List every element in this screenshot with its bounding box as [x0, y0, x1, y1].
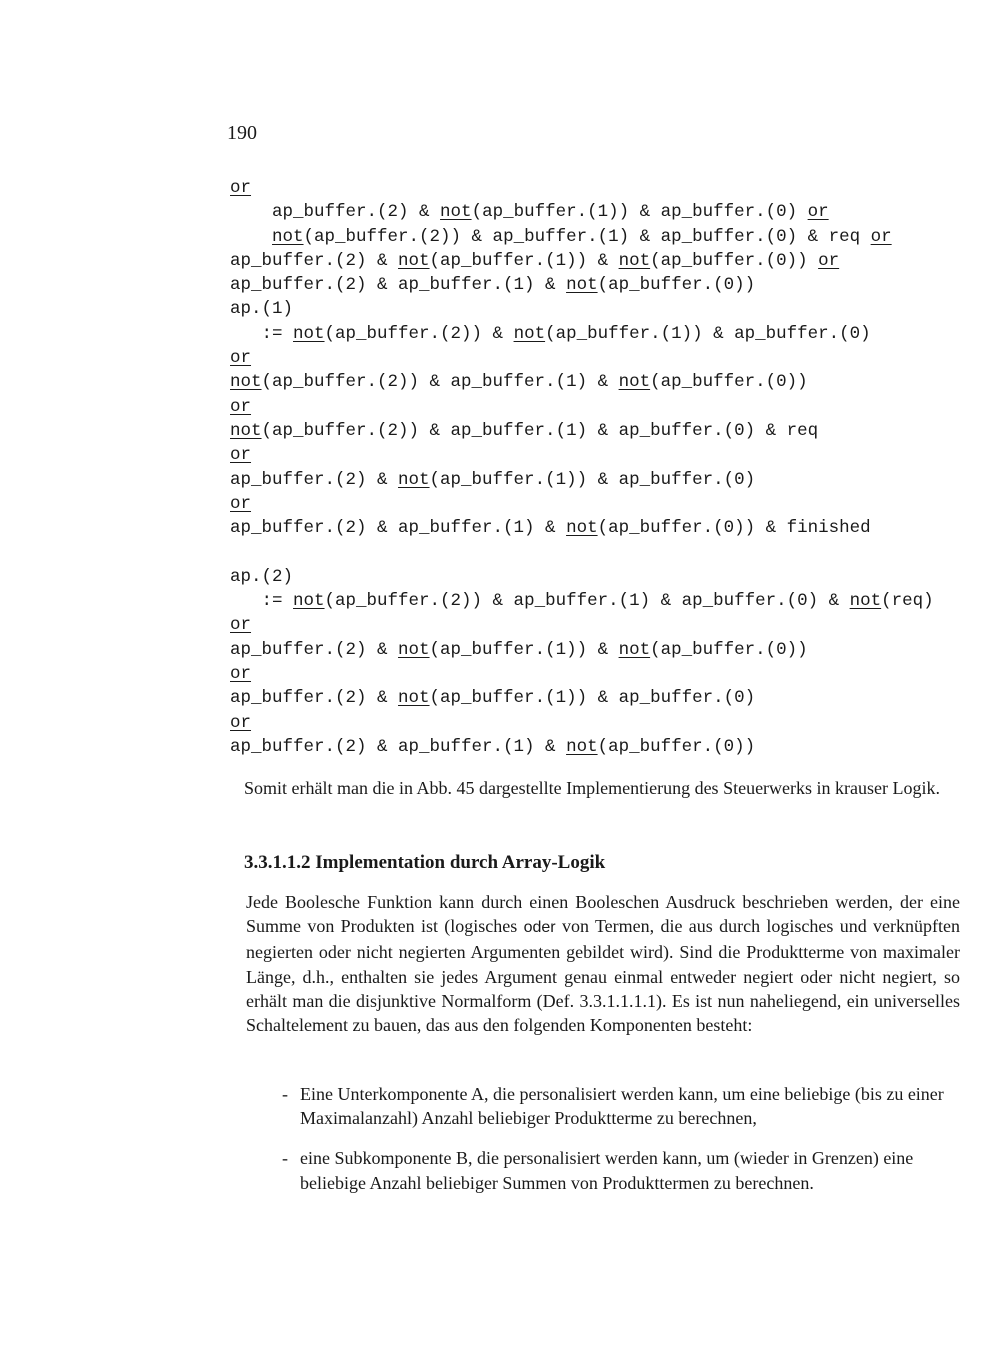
- code-keyword: not: [440, 202, 472, 223]
- code-line: [230, 540, 950, 564]
- code-keyword: not: [398, 639, 430, 660]
- code-text: (ap_buffer.(2)) &: [324, 323, 514, 344]
- code-text: (ap_buffer.(2)) & ap_buffer.(1) & ap_buffer.(0) & req: [303, 226, 871, 247]
- code-keyword: not: [272, 226, 304, 247]
- code-line: [230, 273, 950, 297]
- code-text: [230, 227, 272, 247]
- paragraph-boolean-functions: [246, 890, 960, 1037]
- code-keyword: or: [807, 202, 829, 223]
- code-line: [230, 468, 950, 492]
- code-line: [230, 735, 950, 759]
- code-text: ap_buffer.(2) &: [230, 250, 399, 271]
- code-text: ap_buffer.(2) &: [230, 202, 441, 223]
- code-keyword: not: [849, 591, 882, 612]
- code-keyword: or: [230, 493, 252, 514]
- list-dash: -: [282, 1148, 288, 1169]
- list-item-text: eine Subkomponente B, die personalisiert werden kann, um (wieder in Grenzen) eine beliebige Anzahl beliebiger Summen von Produkttermen zu berechnen.: [300, 1148, 914, 1193]
- code-keyword: not: [618, 639, 651, 660]
- code-line: [230, 638, 950, 662]
- code-keyword: or: [230, 712, 252, 733]
- code-keyword: not: [398, 250, 430, 271]
- code-line: [230, 516, 950, 540]
- code-listing: [230, 176, 950, 759]
- code-text: :=: [230, 591, 294, 612]
- code-line: [230, 565, 950, 589]
- list-item-text: Eine Unterkomponente A, die personalisiert werden kann, um eine beliebige (bis zu einer Maximalanzahl) Anzahl beliebiger Produktterme zu berechnen,: [300, 1084, 944, 1129]
- code-text: (ap_buffer.(1)) &: [429, 250, 619, 271]
- code-keyword: not: [618, 372, 651, 393]
- code-line: [230, 322, 950, 346]
- code-line: [230, 297, 950, 321]
- code-keyword: not: [293, 323, 325, 344]
- code-keyword: or: [230, 396, 252, 417]
- code-keyword: or: [870, 226, 892, 247]
- keyword-oder: oder: [523, 919, 556, 937]
- list-item: [282, 1146, 962, 1194]
- code-keyword: not: [566, 275, 598, 296]
- code-text: (ap_buffer.(2)) & ap_buffer.(1) & ap_buffer.(0) &: [324, 591, 850, 612]
- code-line: [230, 613, 950, 637]
- paragraph-text-end: von Termen, die aus durch logisches und verknüpften negierten oder nicht negierten Argumenten gebildet wird). Sind die Produktterme von maximaler Länge, d.h., enthalten sie jedes Argument genau einmal entweder negiert oder nicht negiert, so erhält man die disjunktive Normalform (Def. 3.3.1.1.1.1). Es ist nun naheliegend, ein universelles Schaltelement zu bauen, das aus den folgenden Komponenten besteht:: [246, 916, 960, 1036]
- code-keyword: or: [230, 663, 252, 684]
- code-keyword: not: [618, 250, 651, 271]
- code-line: [230, 492, 950, 516]
- code-text: ap_buffer.(2) &: [230, 469, 399, 490]
- code-text: ap_buffer.(2) &: [230, 639, 399, 660]
- list-dash: -: [282, 1084, 288, 1104]
- paragraph-implementation-summary: Somit erhält man die in Abb. 45 dargestellte Implementierung des Steuerwerks in krauser Logik.: [244, 778, 941, 798]
- code-keyword: not: [230, 420, 262, 441]
- code-text: (ap_buffer.(0)) & finished: [597, 518, 871, 539]
- code-keyword: not: [230, 372, 262, 393]
- code-keyword: not: [398, 688, 430, 709]
- page-number: 190: [227, 122, 257, 144]
- code-text: ap.(2): [230, 566, 294, 587]
- code-text: (ap_buffer.(0)): [597, 736, 756, 757]
- code-line: [230, 225, 950, 249]
- paragraph-text-start: Jede Boolesche Funktion kann durch einen Booleschen Ausdruck beschrieben werden, der eine Summe von Produkten ist (logisches: [246, 892, 960, 937]
- code-text: ap_buffer.(2) & ap_buffer.(1) &: [230, 275, 567, 296]
- code-line: [230, 662, 950, 686]
- code-line: [230, 589, 950, 613]
- code-text: (ap_buffer.(2)) & ap_buffer.(1) &: [261, 372, 619, 393]
- code-text: :=: [230, 323, 294, 344]
- code-text: (ap_buffer.(0)): [650, 639, 808, 660]
- code-line: [230, 443, 950, 467]
- code-text: ap_buffer.(2) & ap_buffer.(1) &: [230, 736, 567, 757]
- code-keyword: not: [293, 591, 325, 612]
- section-heading: 3.3.1.1.2 Implementation durch Array-Logik: [244, 852, 606, 873]
- code-text: (ap_buffer.(1)) & ap_buffer.(0): [429, 469, 756, 490]
- code-line: [230, 176, 950, 200]
- component-list: [282, 1082, 962, 1211]
- code-text: (ap_buffer.(2)) & ap_buffer.(1) & ap_buffer.(0) & req: [261, 420, 819, 441]
- code-text: ap_buffer.(2) &: [230, 688, 399, 709]
- code-text: (ap_buffer.(1)) & ap_buffer.(0): [429, 688, 756, 709]
- code-line: [230, 395, 950, 419]
- code-keyword: not: [513, 323, 546, 344]
- code-line: [230, 249, 950, 273]
- code-keyword: not: [566, 518, 598, 539]
- code-line: [230, 346, 950, 370]
- code-keyword: not: [566, 736, 598, 757]
- code-text: (ap_buffer.(0)): [597, 275, 756, 296]
- code-keyword: or: [230, 615, 252, 636]
- code-text: (ap_buffer.(0)): [650, 372, 808, 393]
- code-text: (ap_buffer.(1)) & ap_buffer.(0): [545, 323, 871, 344]
- code-keyword: or: [230, 178, 252, 198]
- list-item: [282, 1082, 962, 1130]
- code-text: (ap_buffer.(1)) &: [429, 639, 619, 660]
- code-keyword: or: [230, 348, 252, 369]
- code-text: (req): [881, 591, 934, 612]
- code-text: ap_buffer.(2) & ap_buffer.(1) &: [230, 518, 567, 539]
- code-line: [230, 711, 950, 735]
- code-keyword: not: [398, 469, 430, 490]
- code-line: [230, 200, 950, 224]
- code-keyword: or: [818, 250, 840, 271]
- code-text: (ap_buffer.(1)) & ap_buffer.(0): [471, 202, 808, 223]
- code-text: ap.(1): [230, 299, 294, 320]
- code-keyword: or: [230, 445, 252, 466]
- code-line: [230, 419, 950, 443]
- code-text: (ap_buffer.(0)): [650, 250, 819, 271]
- code-line: [230, 370, 950, 394]
- code-line: [230, 686, 950, 710]
